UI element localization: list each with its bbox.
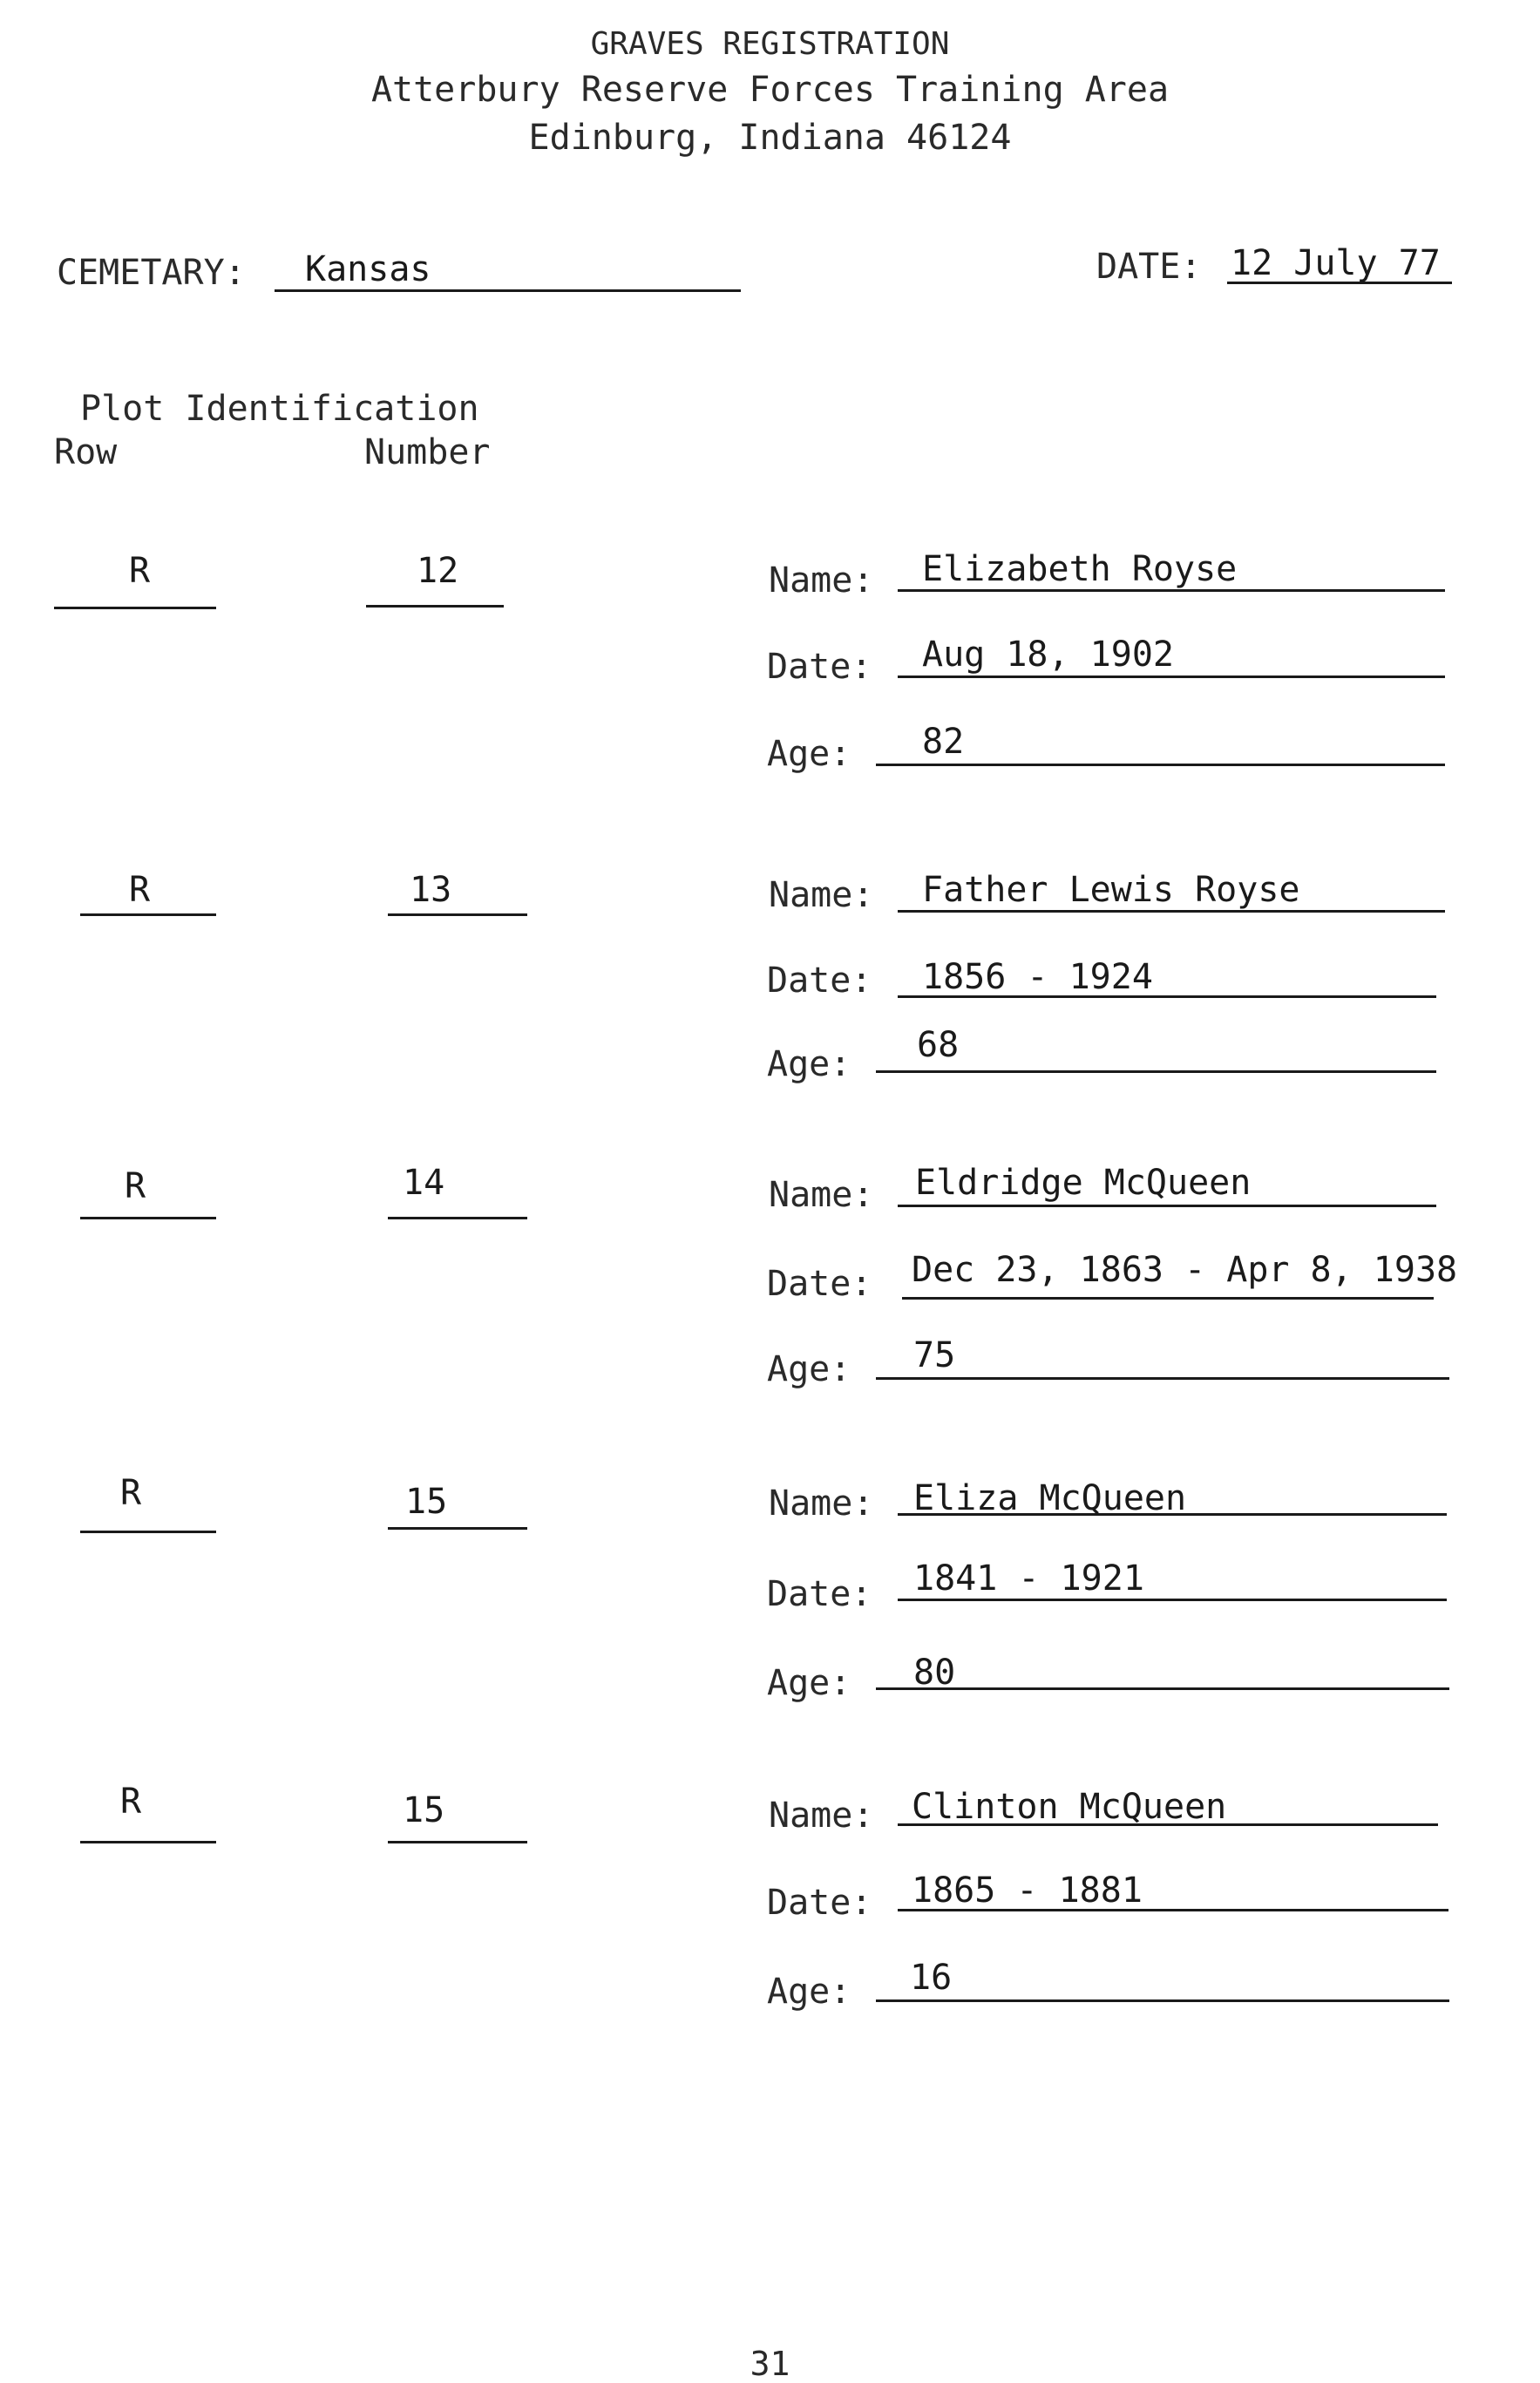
name-underline — [898, 1205, 1436, 1207]
row-value: R — [129, 870, 151, 910]
date-field-value: 1841 - 1921 — [913, 1558, 1144, 1599]
form-title: GRAVES REGISTRATION — [590, 26, 950, 62]
name-underline — [898, 910, 1445, 913]
cemetery-label: CEMETARY: — [57, 253, 246, 293]
name-value: Elizabeth Royse — [922, 549, 1238, 589]
name-value: Eliza McQueen — [913, 1478, 1187, 1518]
name-value: Clinton McQueen — [912, 1787, 1227, 1827]
number-underline — [366, 605, 504, 608]
cemetery-value: Kansas — [305, 249, 431, 289]
number-value: 13 — [410, 870, 452, 910]
age-underline — [876, 1377, 1449, 1380]
grave-record — [0, 1778, 1540, 2092]
date-field-value: 1865 - 1881 — [912, 1870, 1143, 1911]
date-field-underline — [898, 1599, 1447, 1601]
name-underline — [898, 1823, 1438, 1826]
form-subtitle: Atterbury Reserve Forces Training Area — [370, 70, 1170, 110]
date-field-underline — [898, 1909, 1448, 1911]
date-field-value: Dec 23, 1863 - Apr 8, 1938 — [912, 1250, 1458, 1290]
age-value: 75 — [913, 1335, 956, 1375]
row-underline — [80, 1217, 216, 1219]
row-underline — [54, 607, 216, 609]
number-underline — [388, 1841, 527, 1843]
number-value: 12 — [417, 551, 459, 591]
age-label: Age: — [767, 1044, 851, 1084]
grave-record — [0, 1473, 1540, 1787]
date-field-label: Date: — [767, 1883, 872, 1923]
page-number: 31 — [750, 2345, 790, 2383]
row-underline — [80, 913, 216, 916]
number-value: 15 — [403, 1790, 445, 1830]
name-label: Name: — [769, 1796, 874, 1836]
date-underline — [1227, 282, 1452, 284]
name-label: Name: — [769, 1175, 874, 1215]
cemetery-underline — [275, 289, 741, 292]
name-label: Name: — [769, 560, 874, 601]
name-label: Name: — [769, 1483, 874, 1524]
name-value: Eldridge McQueen — [915, 1163, 1252, 1203]
form-address: Edinburg, Indiana 46124 — [528, 118, 1012, 158]
grave-record — [0, 1159, 1540, 1473]
name-underline — [898, 589, 1445, 592]
number-underline — [388, 1527, 527, 1530]
row-value: R — [129, 551, 151, 591]
age-label: Age: — [767, 1349, 851, 1389]
row-value: R — [120, 1473, 142, 1513]
grave-record — [0, 540, 1540, 854]
age-value: 16 — [910, 1958, 953, 1998]
row-value: R — [120, 1782, 142, 1822]
date-field-label: Date: — [767, 1574, 872, 1614]
row-column-heading: Row — [54, 432, 118, 472]
date-field-underline — [898, 995, 1436, 998]
age-value: 82 — [922, 722, 965, 762]
date-field-underline — [902, 1297, 1434, 1300]
date-field-label: Date: — [767, 961, 872, 1001]
number-value: 15 — [405, 1482, 448, 1522]
age-value: 80 — [913, 1653, 956, 1693]
age-label: Age: — [767, 734, 851, 774]
plot-identification-heading: Plot Identification — [80, 389, 479, 429]
age-label: Age: — [767, 1972, 851, 2012]
number-value: 14 — [403, 1163, 445, 1203]
number-underline — [388, 1217, 527, 1219]
date-field-underline — [898, 676, 1445, 678]
name-underline — [898, 1513, 1447, 1516]
grave-record — [0, 863, 1540, 1177]
row-underline — [80, 1841, 216, 1843]
date-field-value: 1856 - 1924 — [922, 957, 1153, 997]
age-underline — [876, 1070, 1436, 1073]
age-label: Age: — [767, 1663, 851, 1703]
name-value: Father Lewis Royse — [922, 870, 1300, 910]
number-underline — [388, 913, 527, 916]
age-value: 68 — [917, 1025, 960, 1065]
name-label: Name: — [769, 875, 874, 915]
row-underline — [80, 1531, 216, 1533]
age-underline — [876, 1999, 1449, 2002]
age-underline — [876, 1687, 1449, 1690]
date-value: 12 July 77 — [1231, 243, 1441, 283]
row-value: R — [125, 1166, 146, 1206]
date-label: DATE: — [1096, 247, 1202, 287]
date-field-label: Date: — [767, 1264, 872, 1304]
date-field-value: Aug 18, 1902 — [922, 635, 1174, 675]
age-underline — [876, 764, 1445, 766]
date-field-label: Date: — [767, 647, 872, 687]
number-column-heading: Number — [364, 432, 491, 472]
